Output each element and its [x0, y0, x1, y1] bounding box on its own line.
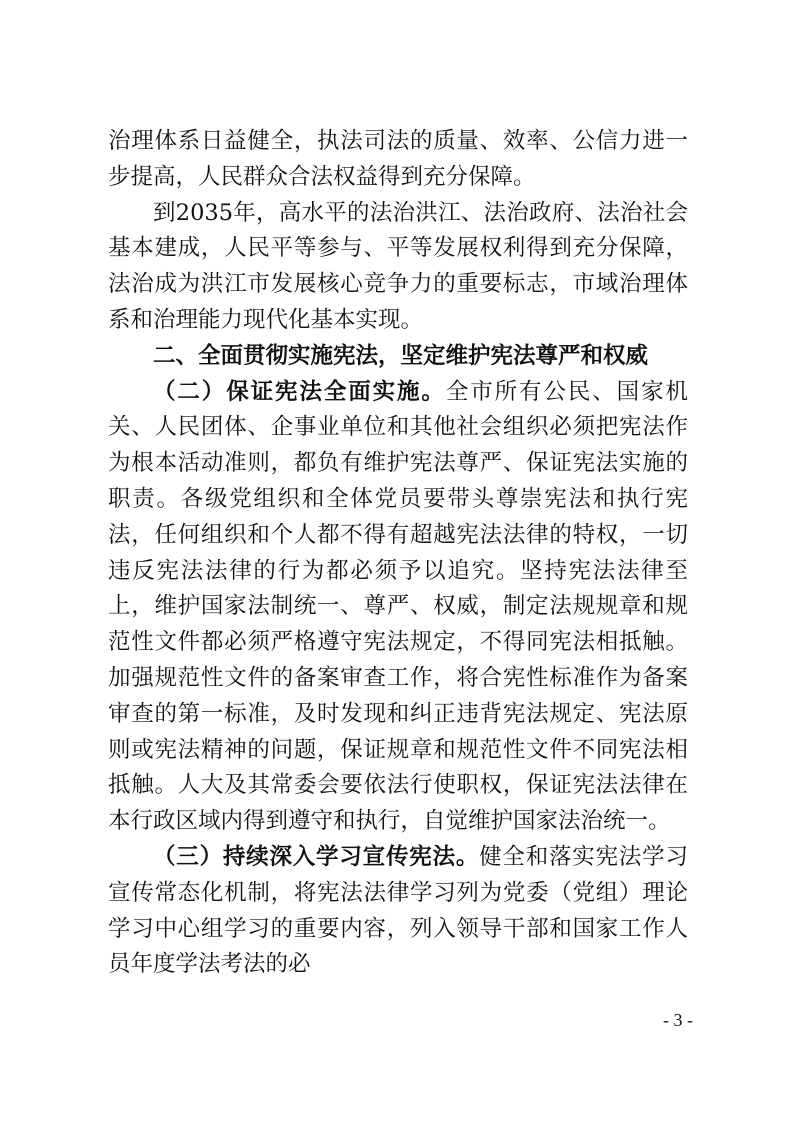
paragraph-continuation: 治理体系日益健全，执法司法的质量、效率、公信力进一步提高，人民群众合法权益得到充分保障。: [108, 128, 688, 190]
page-number: - 3 -: [663, 1010, 693, 1030]
section-heading: 二、全面贯彻实施宪法，坚定维护宪法尊严和权威: [153, 342, 649, 369]
paragraph-item-2: [108, 375, 688, 840]
paragraph-2035-goal: 到2035年，高水平的法治洪江、法治政府、法治社会基本建成，人民平等参与、平等发展权利得到充分保障，法治成为洪江市发展核心竞争力的重要标志，市域治理体系和治理能力现代化基本实现。: [108, 199, 688, 333]
document-body: [108, 124, 688, 983]
paragraph-item-3: [108, 840, 688, 983]
item-2-body: 全市所有公民、国家机关、人民团体、企事业单位和其他社会组织必须把宪法作为根本活动准则，都负有维护宪法尊严、保证宪法实施的职责。各级党组织和全体党员要带头尊崇宪法和执行宪法，任何组织和个人都不得有超越宪法法律的特权，一切违反宪法法律的行为都必须予以追究。坚持宪法法律至上，维护国家法制统一、尊严、权威，制定法规规章和规范性文件都必须严格遵守宪法规定，不得同宪法相抵触。加强规范性文件的备案审查工作，将合宪性标准作为备案审查的第一标准，及时发现和纠正违背宪法规定、宪法原则或宪法精神的问题，保证规章和规范性文件不同宪法相抵触。人大及其常委会要依法行使职权，保证宪法法律在本行政区域内得到遵守和执行，自觉维护国家法治统一。: [108, 378, 688, 835]
item-3-body: 健全和落实宪法学习宣传常态化机制，将宪法法律学习列为党委（党组）理论学习中心组学习的重要内容，列入领导干部和国家工作人员年度学法考法的必: [108, 843, 688, 978]
item-2-lead: （二）保证宪法全面实施。: [153, 378, 446, 405]
item-3-lead: （三）持续深入学习宣传宪法。: [153, 843, 480, 870]
